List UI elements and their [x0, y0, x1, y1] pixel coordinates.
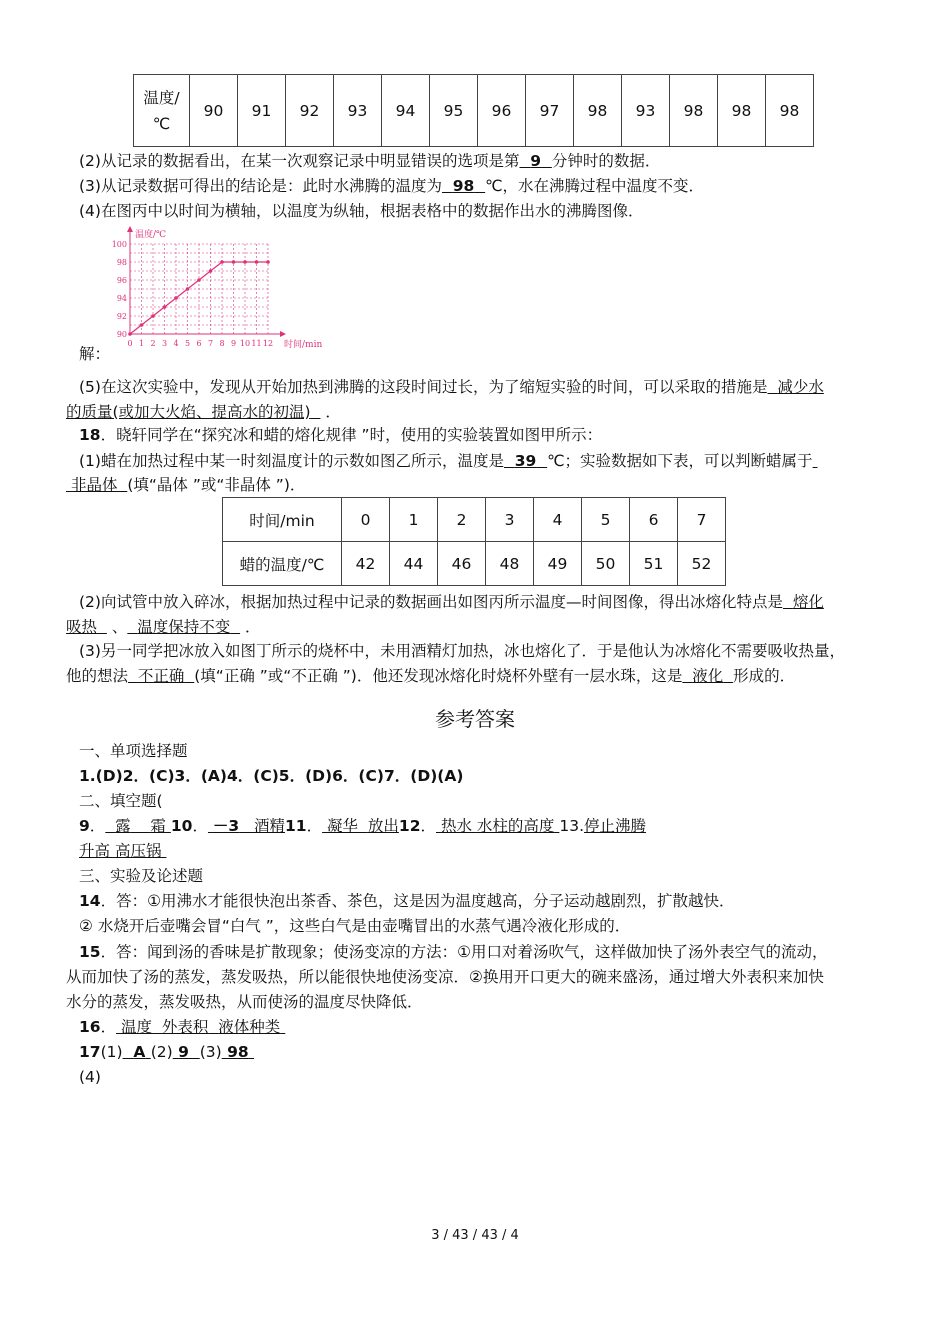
x-tick-label: 2: [150, 339, 156, 348]
q18-part3-cont: 他的想法 不正确 (填“正确 ”或“不正确 ”)．他还发现冰熔化时烧杯外壁有一层水珠，这是 液化 形成的．: [66, 667, 796, 685]
table-cell: 52: [678, 542, 726, 586]
table-cell: 7: [678, 498, 726, 542]
table-cell: 6: [630, 498, 678, 542]
table-cell: 98: [670, 75, 718, 147]
data-point: [243, 260, 247, 264]
y-tick-label: 90: [116, 330, 127, 339]
x-tick-label: 0: [127, 339, 133, 348]
q17-part5: (5)在这次实验中，发现从开始加热到沸腾的这段时间过长，为了缩短实验的时间，可以采取的措施是 减少水: [79, 378, 824, 396]
table-cell: 92: [286, 75, 334, 147]
data-point: [255, 260, 259, 264]
x-tick-label: 11: [251, 339, 262, 348]
answers-title: 参考答案: [435, 707, 515, 731]
data-point: [186, 287, 190, 291]
section-heading: 二、填空题(: [79, 792, 163, 810]
q17-part2: (2)从记录的数据看出，在某一次观察记录中明显错误的选项是第 9 分钟时的数据．: [79, 152, 661, 170]
boiling-data-table: [133, 74, 814, 147]
table-header-cell: 温度/ ℃: [134, 75, 190, 147]
answer-16: 16． 温度 外表积 液体种类: [79, 1018, 281, 1036]
table-cell: 98: [718, 75, 766, 147]
page-footer: 3 / 43 / 43 / 4: [431, 1228, 519, 1243]
table-header-cell: 时间/min: [223, 498, 342, 542]
x-tick-label: 6: [196, 339, 202, 348]
data-point: [232, 260, 236, 264]
x-tick-label: 8: [219, 339, 225, 348]
x-axis-arrow: [280, 331, 286, 337]
x-tick-label: 12: [262, 339, 274, 348]
x-tick-label: 4: [173, 339, 179, 348]
table-cell: 5: [582, 498, 630, 542]
table-header-cell: 蜡的温度/℃: [223, 542, 342, 586]
mc-answers: 1.(D)2．(C)3．(A)4．(C)5．(D)6．(C)7．(D)(A): [79, 767, 464, 785]
data-point: [151, 314, 155, 318]
wax-temperature-table: [222, 497, 726, 586]
x-tick-label: 1: [138, 339, 145, 348]
data-point: [163, 305, 167, 309]
fill-answers-cont: 升高 高压锅: [79, 842, 162, 860]
answer-14: 14．答：①用沸水才能很快泡出茶香、茶色，这是因为温度越高，分子运动越剧烈，扩散越快．: [79, 892, 735, 910]
table-cell: 97: [526, 75, 574, 147]
table-cell: 93: [334, 75, 382, 147]
x-axis-label: 时间/min: [284, 340, 323, 350]
table-cell: 46: [438, 542, 486, 586]
table-cell: 4: [534, 498, 582, 542]
table-cell: 49: [534, 542, 582, 586]
q18-part1-cont: 非晶体 (填“晶体 ”或“非晶体 ”)．: [70, 476, 306, 494]
q18-part2: (2)向试管中放入碎冰，根据加热过程中记录的数据画出如图丙所示温度—时间图像，得出冰熔化特点是 熔化: [79, 593, 824, 611]
q18-part1: (1)蜡在加热过程中某一时刻温度计的示数如图乙所示，温度是 39 ℃；实验数据如下表，可以判断蜡属于: [79, 452, 813, 470]
q18-part3: (3)另一同学把冰放入如图丁所示的烧杯中，未用酒精灯加热，冰也熔化了．于是他认为冰熔化不需要吸收热量，: [79, 642, 845, 660]
table-cell: 2: [438, 498, 486, 542]
data-point: [220, 260, 224, 264]
y-tick-label: 100: [111, 240, 127, 249]
table-cell: 0: [342, 498, 390, 542]
table-cell: 44: [390, 542, 438, 586]
answer-17: 17(1) A (2) 9 (3) 98: [79, 1043, 249, 1061]
fill-answers: 9． 露 霜 10． －3 酒精11． 凝华 放出12． 热水 水柱的高度 13.停止沸腾: [79, 817, 647, 835]
table-cell: 95: [430, 75, 478, 147]
data-point: [174, 296, 178, 300]
table-cell: 94: [382, 75, 430, 147]
y-tick-label: 96: [116, 276, 127, 285]
q17-part3: (3)从记录数据可得出的结论是：此时水沸腾的温度为 98 ℃，水在沸腾过程中温度不变．: [79, 177, 705, 195]
table-row: [134, 75, 814, 147]
data-point: [197, 278, 201, 282]
y-tick-label: 98: [116, 258, 127, 267]
table-cell: 98: [574, 75, 622, 147]
x-tick-label: 10: [239, 339, 251, 348]
q18-intro: 18．晓轩同学在“探究冰和蜡的熔化规律 ”时，使用的实验装置如图甲所示：: [79, 426, 603, 444]
x-tick-label: 9: [230, 339, 237, 348]
y-axis-label: 温度/℃: [135, 230, 167, 240]
table-row: [223, 498, 726, 542]
table-cell: 51: [630, 542, 678, 586]
solution-label: 解：: [79, 345, 111, 363]
section-heading: 一、单项选择题: [79, 742, 188, 760]
answer-15-cont2: 水分的蒸发，蒸发吸热，从而使汤的温度尽快降低．: [66, 993, 423, 1011]
y-tick-label: 94: [116, 294, 127, 303]
q17-part5-cont: 的质量(或加大火焰、提高水的初温) ．: [66, 403, 341, 421]
boiling-chart: [105, 224, 345, 364]
section-heading: 三、实验及论述题: [79, 867, 204, 885]
x-tick-label: 7: [207, 339, 214, 348]
table-cell: 96: [478, 75, 526, 147]
table-cell: 42: [342, 542, 390, 586]
x-tick-label: 3: [161, 339, 168, 348]
q18-part2-cont: 吸热 、 温度保持不变 ．: [66, 618, 261, 636]
table-cell: 50: [582, 542, 630, 586]
table-cell: 98: [766, 75, 814, 147]
x-tick-label: 5: [184, 339, 191, 348]
answer-14-cont: ② 水烧开后壶嘴会冒“白气 ”，这些白气是由壶嘴冒出的水蒸气遇冷液化形成的．: [79, 917, 631, 935]
data-point: [209, 269, 213, 273]
table-cell: 1: [390, 498, 438, 542]
y-axis-arrow: [127, 226, 133, 232]
table-cell: 93: [622, 75, 670, 147]
data-point: [140, 323, 144, 327]
answer-15: 15．答：闻到汤的香味是扩散现象；使汤变凉的方法：①用口对着汤吹气，这样做加快了汤外表空气的流动，: [79, 943, 828, 961]
table-cell: 48: [486, 542, 534, 586]
data-point: [266, 260, 270, 264]
table-row: [223, 542, 726, 586]
table-cell: 91: [238, 75, 286, 147]
answer-15-cont: 从而加快了汤的蒸发，蒸发吸热，所以能很快地使汤变凉．②换用开口更大的碗来盛汤，通过增大外表积来加快: [66, 968, 824, 986]
data-point: [128, 332, 132, 336]
q17-part4: (4)在图丙中以时间为横轴，以温度为纵轴，根据表格中的数据作出水的沸腾图像．: [79, 202, 644, 220]
answer-17-part4: (4): [79, 1068, 101, 1086]
table-cell: 90: [190, 75, 238, 147]
table-cell: 3: [486, 498, 534, 542]
y-tick-label: 92: [116, 312, 127, 321]
